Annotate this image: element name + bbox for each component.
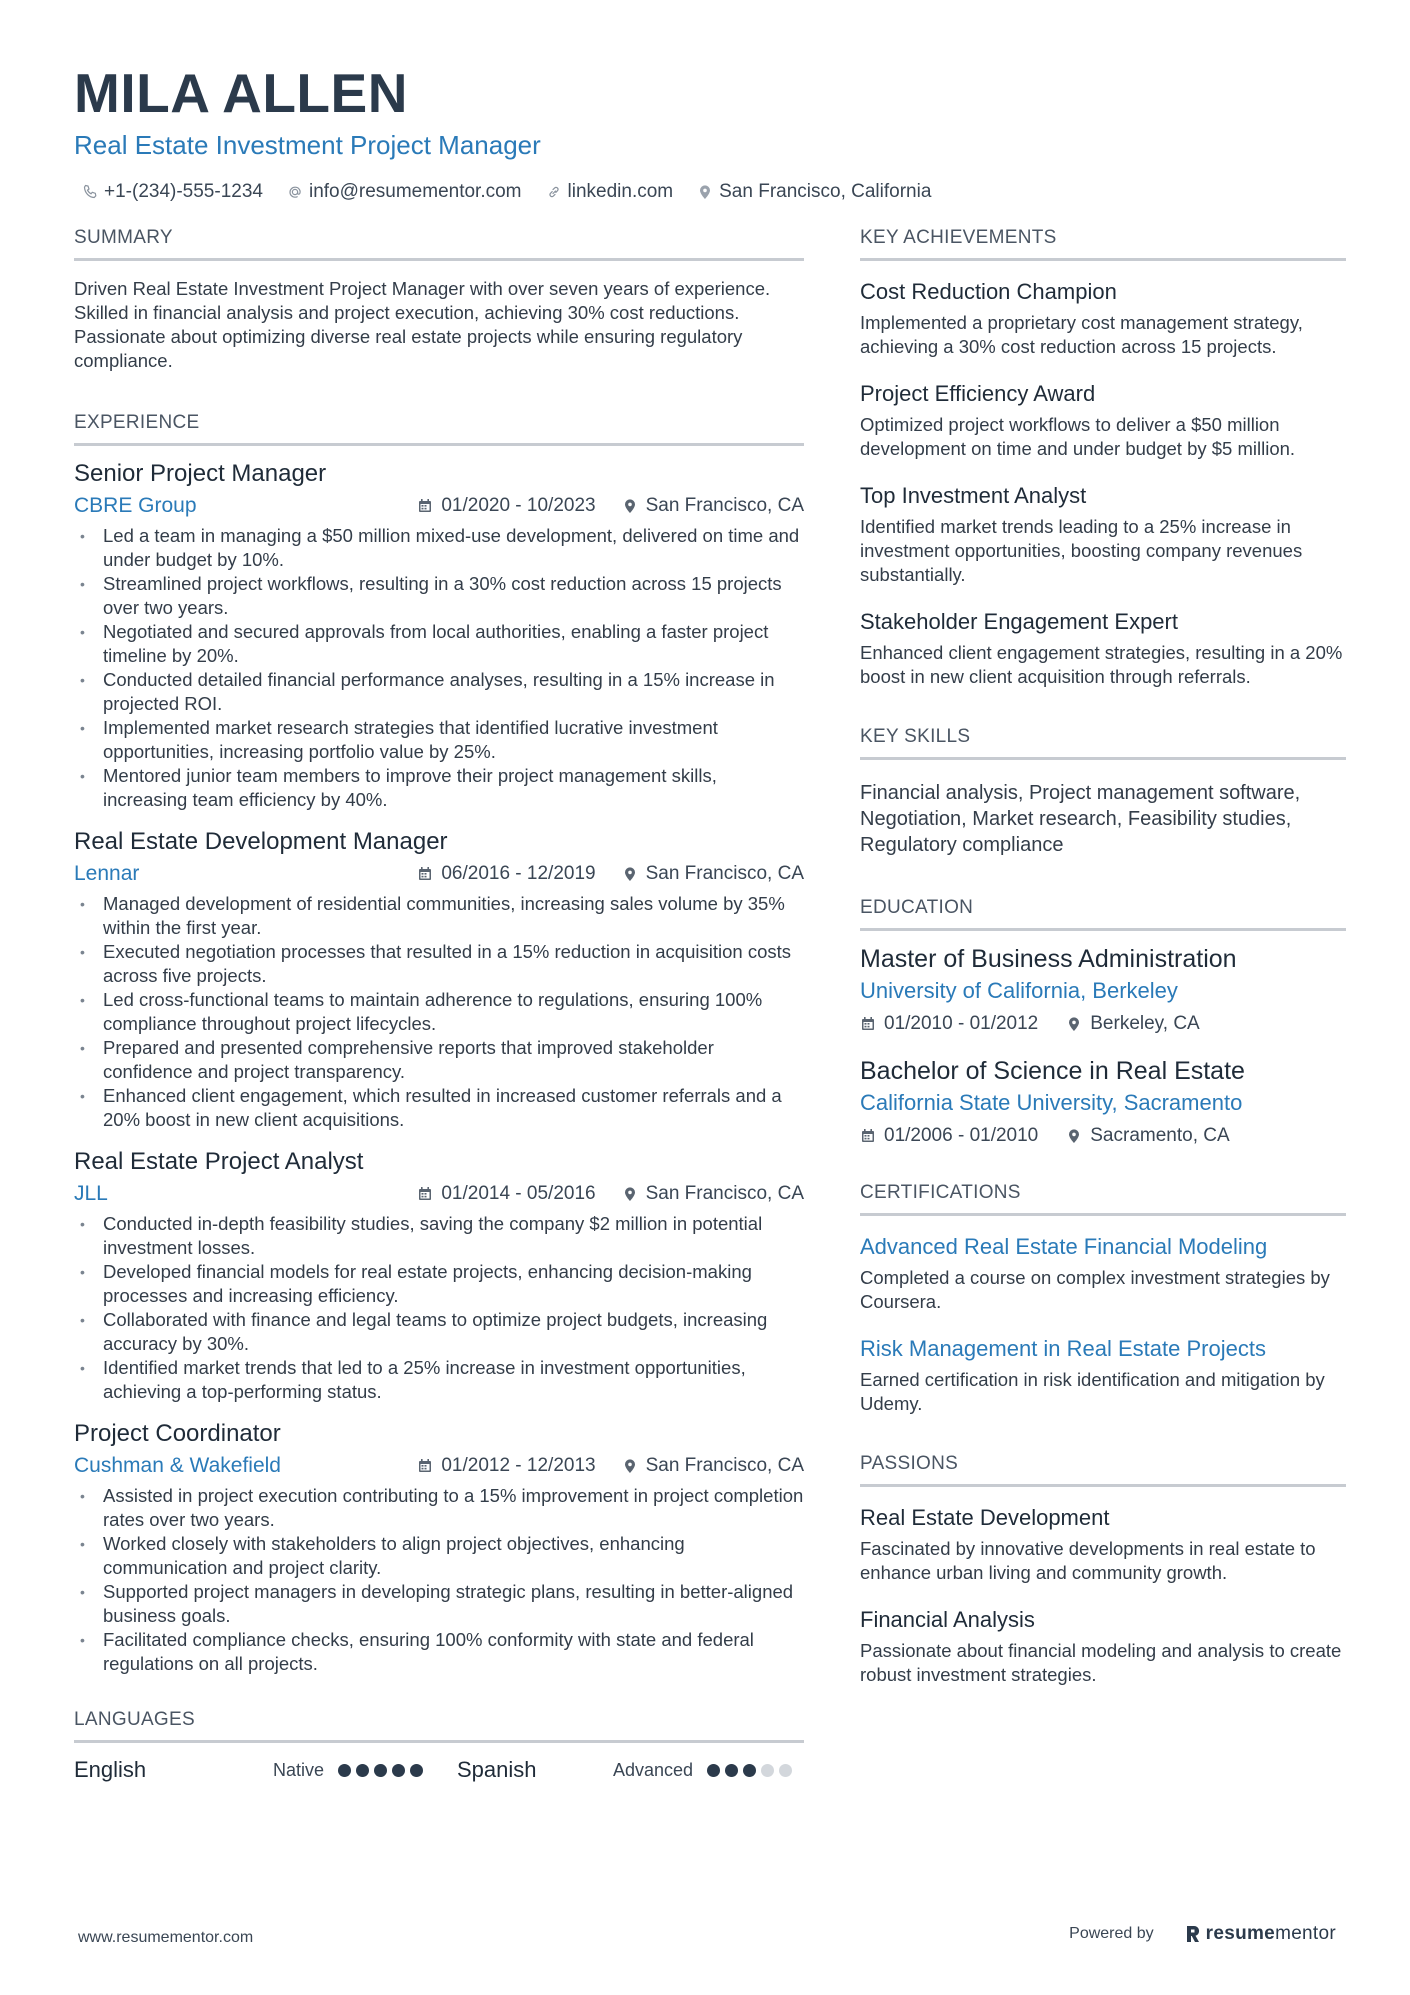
map-pin-icon	[1066, 1128, 1082, 1144]
job-bullets	[74, 1212, 804, 1404]
language-rating	[707, 1764, 792, 1777]
map-pin-icon	[622, 1458, 638, 1474]
bullet-item: • Managed development of residential communities, increasing sales volume by 35% within the first year.	[74, 892, 804, 940]
footer-website[interactable]: www.resumementor.com	[78, 1929, 254, 1946]
brand-bold-text: resume	[1205, 1923, 1276, 1944]
language-rating	[338, 1764, 423, 1777]
job-entry	[74, 458, 804, 812]
bullet-item: • Conducted detailed financial performance analyses, resulting in a 15% increase in projected ROI.	[74, 668, 804, 716]
summary-text: Driven Real Estate Investment Project Manager with over seven years of experience. Skilled in financial analysis and project execution, achieving 30% cost reductions. Passionate about optimizing diverse real estate projects while ensuring regulatory compliance.	[74, 278, 771, 371]
resume-header	[74, 58, 1344, 204]
job-title: Project Coordinator	[74, 1420, 281, 1447]
job-dates-text: 01/2012 - 12/2013	[441, 1455, 596, 1476]
brand-mark-icon	[1184, 1924, 1202, 1944]
degree-name: Master of Business Administration	[860, 945, 1237, 973]
job-dates-text: 06/2016 - 12/2019	[441, 863, 596, 884]
achievement-title: Project Efficiency Award	[860, 381, 1096, 406]
calendar-icon	[417, 1458, 433, 1474]
calendar-icon	[417, 1186, 433, 1202]
job-title: Real Estate Project Analyst	[74, 1148, 364, 1175]
rating-dot-empty	[761, 1764, 774, 1777]
summary-section	[74, 226, 804, 373]
map-pin-icon	[622, 1186, 638, 1202]
education-dates-text: 01/2010 - 01/2012	[884, 1013, 1039, 1034]
map-pin-icon	[1066, 1016, 1082, 1032]
summary-title: SUMMARY	[74, 226, 804, 261]
bullet-item: • Executed negotiation processes that resulted in a 15% reduction in acquisition costs across five projects.	[74, 940, 804, 988]
certification-title: Advanced Real Estate Financial Modeling	[860, 1234, 1268, 1259]
achievement-title: Top Investment Analyst	[860, 483, 1087, 508]
achievement-item	[860, 607, 1346, 689]
right-column	[860, 226, 1346, 1707]
bullet-item: • Mentored junior team members to improve their project management skills, increasing team efficiency by 40%.	[74, 764, 804, 812]
company-name: CBRE Group	[74, 494, 197, 517]
job-bullets	[74, 892, 804, 1132]
bullet-item: • Conducted in-depth feasibility studies, saving the company $2 million in potential investment losses.	[74, 1212, 804, 1260]
passion-text: Fascinated by innovative developments in real estate to enhance urban living and community growth.	[860, 1538, 1316, 1583]
passion-text: Passionate about financial modeling and analysis to create robust investment strategies.	[860, 1640, 1342, 1685]
job-dates	[417, 1452, 595, 1480]
linkedin-text: linkedin.com	[567, 181, 674, 202]
job-bullets	[74, 1484, 804, 1676]
education-location-text: Sacramento, CA	[1090, 1125, 1230, 1146]
school-name: University of California, Berkeley	[860, 978, 1178, 1003]
calendar-icon	[860, 1128, 876, 1144]
job-location	[622, 1180, 804, 1208]
passions-title: PASSIONS	[860, 1452, 1346, 1487]
job-location-text: San Francisco, CA	[645, 863, 804, 884]
achievement-title: Stakeholder Engagement Expert	[860, 609, 1178, 634]
brand-rest-text: mentor	[1275, 1923, 1336, 1944]
bullet-item: • Prepared and presented comprehensive reports that improved stakeholder confidence and project transparency.	[74, 1036, 804, 1084]
rating-dot-filled	[392, 1764, 405, 1777]
certification-item	[860, 1232, 1346, 1314]
certification-text: Completed a course on complex investment strategies by Coursera.	[860, 1267, 1330, 1312]
skills-text: Financial analysis, Project management software, Negotiation, Market research, Feasibility studies, Regulatory compliance	[860, 782, 1301, 856]
rating-dot-filled	[707, 1764, 720, 1777]
job-location	[622, 492, 804, 520]
candidate-role: Real Estate Investment Project Manager	[74, 130, 541, 160]
bullet-item: • Led a team in managing a $50 million mixed-use development, delivered on time and under budget by 10%.	[74, 524, 804, 572]
candidate-name: MILA ALLEN	[74, 62, 408, 124]
job-meta	[74, 1180, 804, 1208]
education-item	[860, 1055, 1346, 1151]
calendar-icon	[417, 866, 433, 882]
job-location	[622, 860, 804, 888]
education-dates	[860, 1121, 1038, 1151]
bullet-item: • Assisted in project execution contributing to a 15% improvement in project completion rates over two years.	[74, 1484, 804, 1532]
job-bullets	[74, 524, 804, 812]
skills-title: KEY SKILLS	[860, 725, 1346, 760]
bullet-item: • Led cross-functional teams to maintain adherence to regulations, ensuring 100% compliance throughout project lifecycles.	[74, 988, 804, 1036]
rating-dot-filled	[725, 1764, 738, 1777]
job-meta	[74, 1452, 804, 1480]
job-dates	[417, 860, 595, 888]
contact-bar	[74, 180, 1344, 204]
job-meta	[74, 492, 804, 520]
job-dates-text: 01/2014 - 05/2016	[441, 1183, 596, 1204]
job-entry	[74, 826, 804, 1132]
degree-name: Bachelor of Science in Real Estate	[860, 1057, 1245, 1085]
certifications-title: CERTIFICATIONS	[860, 1181, 1346, 1216]
job-location-text: San Francisco, CA	[645, 1455, 804, 1476]
education-meta	[860, 1121, 1346, 1151]
achievements-section	[860, 226, 1346, 689]
job-entry	[74, 1146, 804, 1404]
achievement-text: Identified market trends leading to a 25% increase in investment opportunities, boosting company revenues substantially.	[860, 516, 1303, 585]
bullet-item: • Supported project managers in developing strategic plans, resulting in better-aligned business goals.	[74, 1580, 804, 1628]
languages-title: LANGUAGES	[74, 1708, 804, 1743]
bullet-item: • Enhanced client engagement, which resulted in increased customer referrals and a 20% boost in new client acquisitions.	[74, 1084, 804, 1132]
job-location	[622, 1452, 804, 1480]
map-pin-icon	[697, 184, 713, 200]
achievements-title: KEY ACHIEVEMENTS	[860, 226, 1346, 261]
rating-dot-filled	[743, 1764, 756, 1777]
language-item	[74, 1755, 457, 1785]
email-text: info@resumementor.com	[308, 181, 522, 202]
rating-dot-filled	[356, 1764, 369, 1777]
bullet-item: • Collaborated with finance and legal teams to optimize project budgets, increasing accuracy by 30%.	[74, 1308, 804, 1356]
education-location	[1066, 1009, 1199, 1039]
skills-section	[860, 725, 1346, 858]
education-dates-text: 01/2006 - 01/2010	[884, 1125, 1039, 1146]
job-title: Real Estate Development Manager	[74, 828, 448, 855]
languages-section	[74, 1708, 804, 1785]
job-dates-text: 01/2020 - 10/2023	[441, 495, 596, 516]
achievement-item	[860, 379, 1346, 461]
language-item	[457, 1755, 804, 1785]
at-sign-icon	[287, 184, 303, 200]
rating-dot-filled	[410, 1764, 423, 1777]
map-pin-icon	[622, 498, 638, 514]
experience-section	[74, 411, 804, 1676]
language-name: English	[74, 1757, 147, 1782]
passion-title: Real Estate Development	[860, 1505, 1110, 1530]
passions-section	[860, 1452, 1346, 1687]
job-dates	[417, 1180, 595, 1208]
map-pin-icon	[622, 866, 638, 882]
rating-dot-filled	[338, 1764, 351, 1777]
achievement-text: Enhanced client engagement strategies, resulting in a 20% boost in new client acquisition through referrals.	[860, 642, 1343, 687]
education-location	[1066, 1121, 1229, 1151]
bullet-item: • Implemented market research strategies that identified lucrative investment opportunities, increasing portfolio value by 25%.	[74, 716, 804, 764]
language-level: Native	[272, 1760, 324, 1780]
education-section	[860, 896, 1346, 1151]
company-name: JLL	[74, 1182, 108, 1205]
company-name: Cushman & Wakefield	[74, 1454, 281, 1477]
calendar-icon	[860, 1016, 876, 1032]
language-level: Advanced	[612, 1760, 693, 1780]
company-name: Lennar	[74, 862, 140, 885]
link-icon	[546, 184, 562, 200]
certification-item	[860, 1334, 1346, 1416]
contact-email[interactable]	[287, 180, 522, 204]
school-name: California State University, Sacramento	[860, 1090, 1243, 1115]
bullet-item: • Developed financial models for real estate projects, enhancing decision-making processes and increasing efficiency.	[74, 1260, 804, 1308]
phone-icon	[82, 184, 98, 200]
experience-title: EXPERIENCE	[74, 411, 804, 446]
contact-linkedin[interactable]	[546, 180, 674, 204]
certification-title: Risk Management in Real Estate Projects	[860, 1336, 1266, 1361]
job-title: Senior Project Manager	[74, 460, 327, 487]
job-location-text: San Francisco, CA	[645, 495, 804, 516]
bullet-item: • Identified market trends that led to a 25% increase in investment opportunities, achieving a top-performing status.	[74, 1356, 804, 1404]
achievement-text: Implemented a proprietary cost management strategy, achieving a 30% cost reduction across 15 projects.	[860, 312, 1303, 357]
education-meta	[860, 1009, 1346, 1039]
contact-location	[697, 180, 931, 204]
bullet-item: • Worked closely with stakeholders to align project objectives, enhancing communication and project clarity.	[74, 1532, 804, 1580]
certification-text: Earned certification in risk identification and mitigation by Udemy.	[860, 1369, 1325, 1414]
education-location-text: Berkeley, CA	[1090, 1013, 1200, 1034]
education-dates	[860, 1009, 1038, 1039]
passion-item	[860, 1503, 1346, 1585]
job-dates	[417, 492, 595, 520]
bullet-item: • Negotiated and secured approvals from local authorities, enabling a faster project timeline by 20%.	[74, 620, 804, 668]
achievement-text: Optimized project workflows to deliver a $50 million development on time and under budget by $5 million.	[860, 414, 1296, 459]
achievement-item	[860, 481, 1346, 587]
education-title: EDUCATION	[860, 896, 1346, 931]
location-text: San Francisco, California	[719, 181, 932, 202]
left-column	[74, 226, 804, 1785]
job-entry	[74, 1418, 804, 1676]
language-name: Spanish	[457, 1757, 537, 1782]
education-item	[860, 943, 1346, 1039]
achievement-item	[860, 277, 1346, 359]
certifications-section	[860, 1181, 1346, 1416]
bullet-item: • Streamlined project workflows, resulting in a 30% cost reduction across 15 projects over two years.	[74, 572, 804, 620]
calendar-icon	[417, 498, 433, 514]
rating-dot-filled	[374, 1764, 387, 1777]
passion-item	[860, 1605, 1346, 1687]
job-meta	[74, 860, 804, 888]
achievement-title: Cost Reduction Champion	[860, 279, 1117, 304]
job-location-text: San Francisco, CA	[645, 1183, 804, 1204]
bullet-item: • Facilitated compliance checks, ensuring 100% conformity with state and federal regulations on all projects.	[74, 1628, 804, 1676]
brand-logo[interactable]	[1184, 1923, 1336, 1945]
rating-dot-empty	[779, 1764, 792, 1777]
passion-title: Financial Analysis	[860, 1607, 1035, 1632]
footer-branding	[1069, 1923, 1336, 1945]
phone-text: +1-(234)-555-1234	[104, 181, 263, 202]
contact-phone	[82, 180, 263, 204]
languages-row	[74, 1755, 804, 1785]
powered-by-label: Powered by	[1069, 1925, 1154, 1942]
